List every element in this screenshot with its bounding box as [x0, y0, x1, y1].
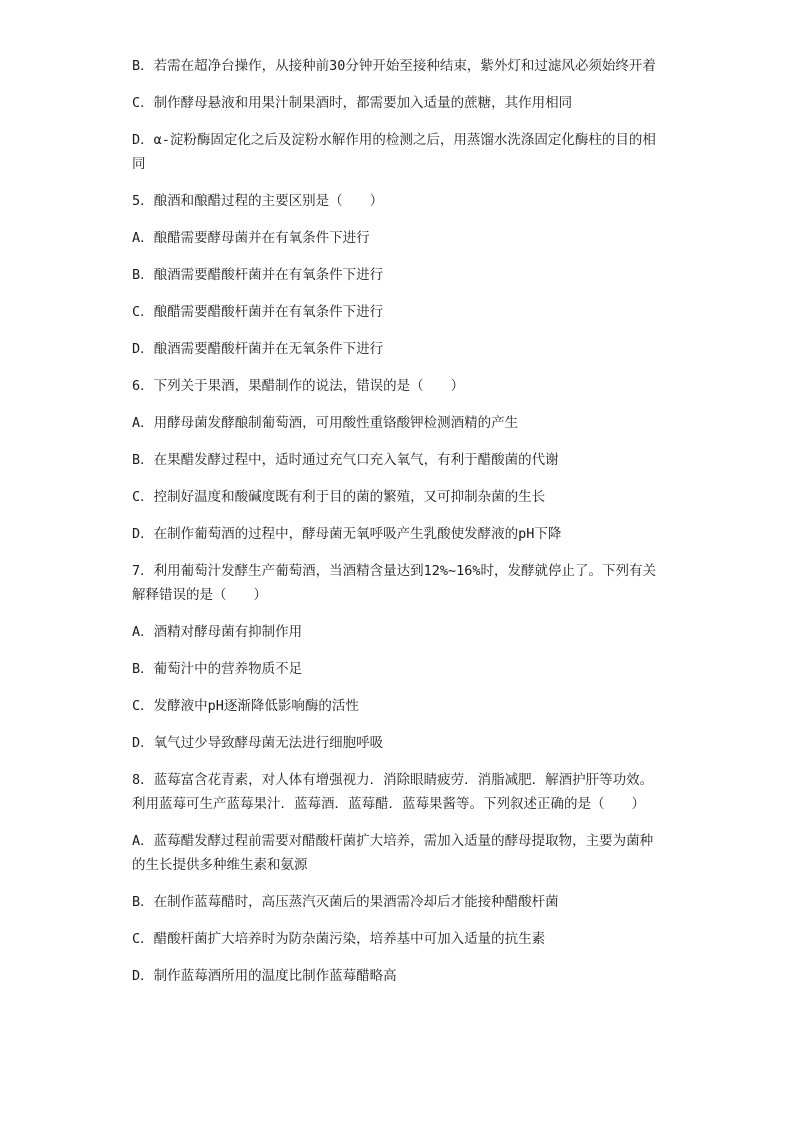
- option-b-q6: B．在果醋发酵过程中，适时通过充气口充入氧气，有利于醋酸菌的代谢: [132, 452, 559, 468]
- option-b-q8: B．在制作蓝莓醋时，高压蒸汽灭菌后的果酒需冷却后才能接种醋酸杆菌: [132, 894, 559, 910]
- option-a-q8: A．蓝莓醋发酵过程前需要对醋酸杆菌扩大培养，需加入适量的酵母提取物，主要为菌种的生长提供多种维生素和氨源: [132, 833, 654, 873]
- option-a-q6: A．用酵母菌发酵酿制葡萄酒，可用酸性重铬酸钾检测酒精的产生: [132, 415, 519, 431]
- option-b-q4: B．若需在超净台操作，从接种前30分钟开始至接种结束，紫外灯和过滤风必须始终开着: [132, 58, 656, 74]
- question-5: 5．酿酒和酿醋过程的主要区别是（ ）: [132, 193, 384, 209]
- option-a-q5: A．酿醋需要酵母菌并在有氧条件下进行: [132, 230, 370, 246]
- question-8: 8．蓝莓富含花青素，对人体有增强视力．消除眼睛疲劳．消脂减肥．解酒护肝等功效。利用蓝莓可生产蓝莓果汁．蓝莓酒．蓝莓醋．蓝莓果酱等。下列叙述正确的是（ ）: [132, 772, 654, 812]
- option-c-q7: C．发酵液中pH逐渐降低影响酶的活性: [132, 698, 359, 714]
- option-a-q7: A．酒精对酵母菌有抑制作用: [132, 624, 303, 640]
- option-d-q6: D．在制作葡萄酒的过程中，酵母菌无氧呼吸产生乳酸使发酵液的pH下降: [132, 526, 562, 542]
- option-d-q8: D．制作蓝莓酒所用的温度比制作蓝莓醋略高: [132, 968, 397, 984]
- question-7: 7．利用葡萄汁发酵生产葡萄酒，当酒精含量达到12%~16%时，发酵就停止了。下列有关解释错误的是（ ）: [132, 563, 657, 603]
- option-c-q6: C．控制好温度和酸碱度既有利于目的菌的繁殖，又可抑制杂菌的生长: [132, 489, 546, 505]
- option-d-q5: D．酿酒需要醋酸杆菌并在无氧条件下进行: [132, 341, 384, 357]
- option-c-q4: C．制作酵母悬液和用果汁制果酒时，都需要加入适量的蔗糖，其作用相同: [132, 95, 573, 111]
- option-c-q8: C．醋酸杆菌扩大培养时为防杂菌污染，培养基中可加入适量的抗生素: [132, 931, 546, 947]
- option-c-q5: C．酿醋需要醋酸杆菌并在有氧条件下进行: [132, 304, 384, 320]
- option-d-q7: D．氧气过少导致酵母菌无法进行细胞呼吸: [132, 735, 384, 751]
- option-b-q5: B．酿酒需要醋酸杆菌并在有氧条件下进行: [132, 267, 384, 283]
- option-b-q7: B．葡萄汁中的营养物质不足: [132, 661, 303, 677]
- question-6: 6．下列关于果酒，果醋制作的说法，错误的是（ ）: [132, 378, 465, 394]
- option-d-q4: D．α-淀粉酶固定化之后及淀粉水解作用的检测之后，用蒸馏水洗涤固定化酶柱的目的相同: [132, 132, 656, 172]
